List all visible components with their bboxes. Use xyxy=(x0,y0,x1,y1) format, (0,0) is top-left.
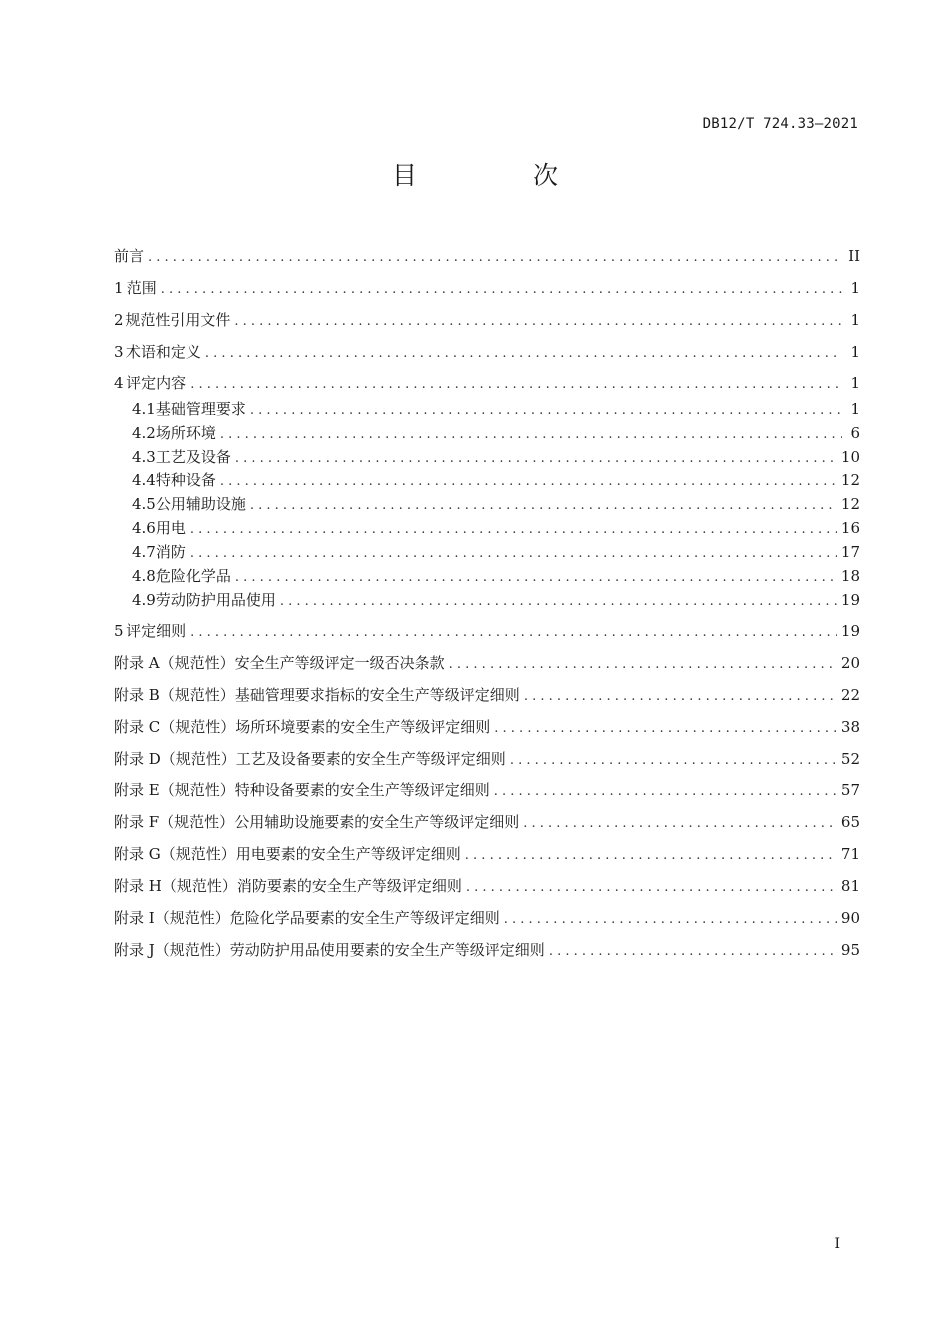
document-code: DB12/T 724.33—2021 xyxy=(702,116,858,132)
toc-entry-number: 附录 C（规范性） xyxy=(114,718,236,736)
toc-entry-number: 4.6 xyxy=(132,519,156,537)
toc-entry-annex-i[interactable] xyxy=(114,907,860,929)
toc-entry-label: 用电 xyxy=(155,519,186,537)
leader-dots xyxy=(220,424,842,446)
toc-entry-section-2[interactable] xyxy=(114,309,860,331)
toc-entry-subsection-4-1[interactable] xyxy=(132,398,860,420)
toc-entry-number: 附录 A（规范性） xyxy=(114,654,235,672)
toc-entry-label: 公用辅助设施 xyxy=(155,495,246,513)
toc-entry-label: 特种设备 xyxy=(155,471,216,489)
toc-entry-number: 4.9 xyxy=(132,591,156,609)
toc-entry-page: 12 xyxy=(840,471,860,489)
toc-entry-number: 1 xyxy=(114,279,124,297)
toc-entry-subsection-4-7[interactable] xyxy=(132,541,860,563)
toc-entry-number: 4.3 xyxy=(132,448,156,466)
toc-entry-section-1[interactable] xyxy=(114,277,860,299)
toc-entry-label: 基础管理要求 xyxy=(155,400,246,418)
toc-entry-page: 38 xyxy=(840,718,860,736)
toc-entry-number: 4.5 xyxy=(132,495,156,513)
toc-entry-label: 劳动防护用品使用 xyxy=(155,591,276,609)
toc-entry-annex-h[interactable] xyxy=(114,875,860,897)
toc-entry-label: 工艺及设备要素的安全生产等级评定细则 xyxy=(235,750,506,768)
toc-entry-annex-d[interactable] xyxy=(114,748,860,770)
toc-entry-label: 公用辅助设施要素的安全生产等级评定细则 xyxy=(234,813,520,831)
leader-dots xyxy=(250,495,837,517)
toc-entry-page: 6 xyxy=(850,424,860,442)
toc-entry-page: 18 xyxy=(840,567,860,585)
toc-entry-label: 评定内容 xyxy=(126,374,187,392)
toc-entry-label: 用电要素的安全生产等级评定细则 xyxy=(235,845,461,863)
toc-entry-number: 附录 G（规范性） xyxy=(114,845,236,863)
toc-entry-label: 危险化学品 xyxy=(155,567,231,585)
toc-entry-subsection-4-8[interactable] xyxy=(132,565,860,587)
leader-dots xyxy=(205,343,842,365)
toc-entry-page: 95 xyxy=(840,941,860,959)
toc-entry-number: 附录 I（规范性） xyxy=(114,909,230,927)
toc-entry-annex-a[interactable] xyxy=(114,652,860,674)
leader-dots xyxy=(465,845,837,867)
toc-entry-number: 附录 D（规范性） xyxy=(114,750,236,768)
toc-entry-page: 1 xyxy=(850,343,860,361)
leader-dots xyxy=(235,448,837,470)
toc-entry-number: 5 xyxy=(114,622,124,640)
leader-dots xyxy=(466,877,837,899)
toc-entry-label: 术语和定义 xyxy=(125,343,201,361)
toc-entry-label: 规范性引用文件 xyxy=(125,311,231,329)
toc-entry-page: 17 xyxy=(840,543,860,561)
leader-dots xyxy=(524,686,837,708)
toc-entry-annex-j[interactable] xyxy=(114,939,860,961)
toc-entry-number: 4.8 xyxy=(132,567,156,585)
toc-entry-subsection-4-3[interactable] xyxy=(132,446,860,468)
leader-dots xyxy=(449,654,837,676)
leader-dots xyxy=(510,750,837,772)
toc-entry-label: 场所环境 xyxy=(155,424,216,442)
toc-entry-page: 52 xyxy=(840,750,860,768)
toc-entry-label: 场所环境要素的安全生产等级评定细则 xyxy=(235,718,491,736)
toc-title: 目 次 xyxy=(392,161,612,190)
toc-entry-subsection-4-6[interactable] xyxy=(132,517,860,539)
toc-entry-section-3[interactable] xyxy=(114,341,860,363)
toc-entry-annex-f[interactable] xyxy=(114,811,860,833)
leader-dots xyxy=(190,374,842,396)
toc-entry-page: 12 xyxy=(840,495,860,513)
toc-entry-number: 4.7 xyxy=(132,543,156,561)
toc-entry-label: 安全生产等级评定一级否决条款 xyxy=(234,654,445,672)
toc-entry-page: 20 xyxy=(840,654,860,672)
toc-entry-label: 危险化学品要素的安全生产等级评定细则 xyxy=(229,909,500,927)
toc-entry-page: 57 xyxy=(840,781,860,799)
toc-entry-page: 1 xyxy=(850,400,860,418)
toc-entry-section-4[interactable] xyxy=(114,372,860,394)
toc-entry-label: 消防要素的安全生产等级评定细则 xyxy=(236,877,462,895)
leader-dots xyxy=(504,909,837,931)
leader-dots xyxy=(161,279,842,301)
toc-entry-annex-c[interactable] xyxy=(114,716,860,738)
leader-dots xyxy=(220,471,837,493)
toc-entry-annex-e[interactable] xyxy=(114,779,860,801)
toc-entry-number: 附录 H（规范性） xyxy=(114,877,237,895)
toc-entry-number: 4.1 xyxy=(132,400,156,418)
toc-entry-subsection-4-5[interactable] xyxy=(132,493,860,515)
toc-entry-page: 10 xyxy=(840,448,860,466)
toc-entry-number: 4.4 xyxy=(132,471,156,489)
toc-entry-label: 消防 xyxy=(155,543,186,561)
leader-dots xyxy=(280,591,837,613)
toc-entry-page: 81 xyxy=(840,877,860,895)
toc-entry-label: 范围 xyxy=(126,279,157,297)
toc-entry-number: 附录 B（规范性） xyxy=(114,686,235,704)
toc-entry-number: 2 xyxy=(114,311,124,329)
leader-dots xyxy=(494,718,837,740)
leader-dots xyxy=(250,400,842,422)
leader-dots xyxy=(235,567,837,589)
toc-entry-page: 16 xyxy=(840,519,860,537)
toc-entry-subsection-4-2[interactable] xyxy=(132,422,860,444)
leader-dots xyxy=(494,781,837,803)
toc-entry-label: 基础管理要求指标的安全生产等级评定细则 xyxy=(234,686,520,704)
toc-entry-page: 22 xyxy=(840,686,860,704)
toc-entry-page: 19 xyxy=(840,622,860,640)
toc-entry-page: 65 xyxy=(840,813,860,831)
toc-entry-subsection-4-4[interactable] xyxy=(132,469,860,491)
leader-dots xyxy=(234,311,842,333)
toc-entry-label: 前言 xyxy=(114,247,145,265)
toc-entry-number: 附录 J（规范性） xyxy=(114,941,230,959)
toc-entry-number: 3 xyxy=(114,343,124,361)
toc-entry-subsection-4-9[interactable] xyxy=(132,589,860,611)
toc-entry-page: 19 xyxy=(840,591,860,609)
toc-entry-page: 71 xyxy=(840,845,860,863)
toc-entry-page: 1 xyxy=(850,311,860,329)
leader-dots xyxy=(190,543,837,565)
toc-entry-page: II xyxy=(848,247,860,265)
leader-dots xyxy=(190,519,837,541)
toc-entry-number: 4 xyxy=(114,374,124,392)
toc-entry-annex-b[interactable] xyxy=(114,684,860,706)
toc-entry-preface[interactable] xyxy=(114,245,860,267)
leader-dots xyxy=(549,941,837,963)
toc-entry-number: 附录 F（规范性） xyxy=(114,813,235,831)
toc-entry-label: 工艺及设备 xyxy=(155,448,231,466)
footer-page-number: I xyxy=(834,1236,840,1252)
toc-entry-number: 4.2 xyxy=(132,424,156,442)
leader-dots xyxy=(190,622,837,644)
toc-entry-annex-g[interactable] xyxy=(114,843,860,865)
toc-entry-label: 评定细则 xyxy=(126,622,187,640)
toc-entry-page: 1 xyxy=(850,374,860,392)
toc-entry-page: 1 xyxy=(850,279,860,297)
toc-entry-label: 劳动防护用品使用要素的安全生产等级评定细则 xyxy=(229,941,545,959)
toc-entry-label: 特种设备要素的安全生产等级评定细则 xyxy=(234,781,490,799)
toc-entry-section-5[interactable] xyxy=(114,620,860,642)
toc-entry-number: 附录 E（规范性） xyxy=(114,781,235,799)
leader-dots xyxy=(148,247,842,269)
leader-dots xyxy=(523,813,837,835)
toc-entry-page: 90 xyxy=(840,909,860,927)
